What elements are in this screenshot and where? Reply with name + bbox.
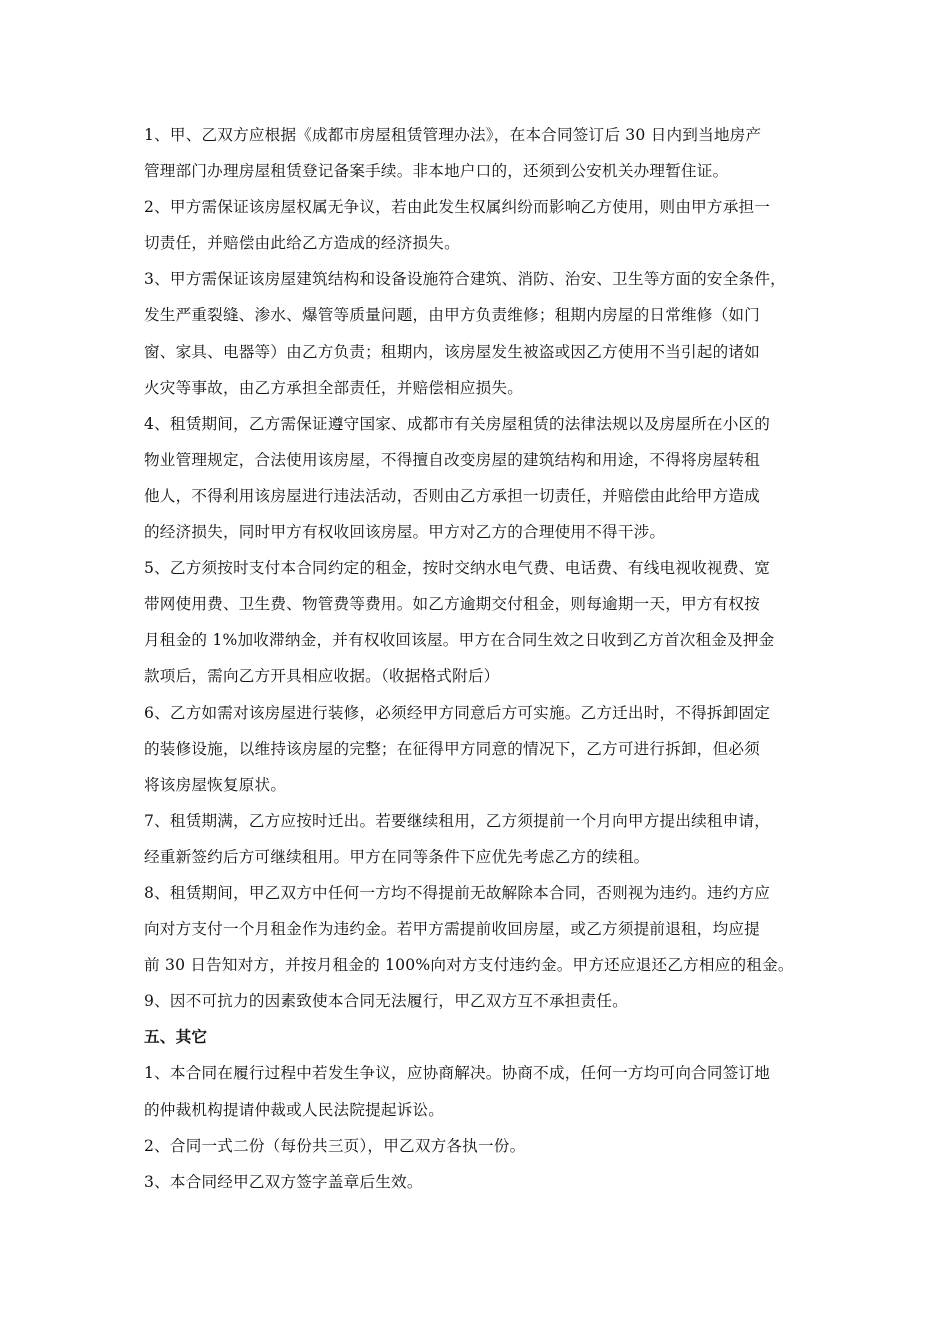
text-line: 6、乙方如需对该房屋进行装修，必须经甲方同意后方可实施。乙方迁出时，不得拆卸固定 — [144, 703, 771, 722]
text-line: 的装修设施，以维持该房屋的完整；在征得甲方同意的情况下，乙方可进行拆卸，但必须 — [144, 739, 760, 758]
text-line: 9、因不可抗力的因素致使本合同无法履行，甲乙双方互不承担责任。 — [144, 992, 628, 1011]
text-line: 管理部门办理房屋租赁登记备案手续。非本地户口的，还须到公安机关办理暂住证。 — [144, 162, 729, 181]
text-line: 将该房屋恢复原状。 — [144, 775, 287, 794]
text-line: 5、乙方须按时支付本合同约定的租金，按时交纳水电气费、电话费、有线电视收视费、宽 — [144, 559, 771, 578]
text-line: 前 30 日告知对方，并按月租金的 100%向对方支付违约金。甲方还应退还乙方相应的租金。 — [144, 956, 794, 975]
text-line: 款项后，需向乙方开具相应收据。（收据格式附后） — [144, 667, 500, 686]
text-line: 发生严重裂缝、渗水、爆管等质量问题，由甲方负责维修；租期内房屋的日常维修（如门 — [144, 306, 760, 325]
text-line: 3、甲方需保证该房屋建筑结构和设备设施符合建筑、消防、治安、卫生等方面的安全条件， — [144, 270, 786, 289]
text-line: 2、甲方需保证该房屋权属无争议，若由此发生权属纠纷而影响乙方使用，则由甲方承担一 — [144, 198, 771, 217]
text-line: 1、甲、乙双方应根据《成都市房屋租赁管理办法》，在本合同签订后 30 日内到当地房产 — [144, 126, 762, 144]
text-line: 2、合同一式二份（每份共三页），甲乙双方各执一份。 — [144, 1136, 526, 1155]
text-line: 月租金的 1%加收滞纳金，并有权收回该屋。甲方在合同生效之日收到乙方首次租金及押金 — [144, 631, 775, 650]
text-line: 3、本合同经甲乙双方签字盖章后生效。 — [144, 1172, 423, 1191]
text-line: 1、本合同在履行过程中若发生争议，应协商解决。协商不成，任何一方均可向合同签订地 — [144, 1064, 771, 1083]
text-line: 物业管理规定，合法使用该房屋，不得擅自改变房屋的建筑结构和用途，不得将房屋转租 — [144, 450, 760, 469]
text-line: 切责任，并赔偿由此给乙方造成的经济损失。 — [144, 234, 460, 253]
text-line: 窗、家具、电器等）由乙方负责；租期内，该房屋发生被盗或因乙方使用不当引起的诸如 — [144, 342, 760, 361]
text-line: 他人，不得利用该房屋进行违法活动，否则由乙方承担一切责任，并赔偿由此给甲方造成 — [144, 486, 760, 505]
section-heading: 五、其它 — [144, 1027, 208, 1047]
text-line: 经重新签约后方可继续租用。甲方在同等条件下应优先考虑乙方的续租。 — [144, 847, 650, 866]
text-line: 火灾等事故，由乙方承担全部责任，并赔偿相应损失。 — [144, 378, 524, 397]
text-line: 带网使用费、卫生费、物管费等费用。如乙方逾期交付租金，则每逾期一天，甲方有权按 — [144, 595, 760, 614]
text-line: 8、租赁期间，甲乙双方中任何一方均不得提前无故解除本合同，否则视为违约。违约方应 — [144, 883, 771, 902]
text-line: 的仲裁机构提请仲裁或人民法院提起诉讼。 — [144, 1100, 445, 1119]
document-body — [144, 117, 820, 1200]
text-line: 的经济损失，同时甲方有权收回该房屋。甲方对乙方的合理使用不得干涉。 — [144, 523, 666, 542]
text-line: 7、租赁期满，乙方应按时迁出。若要继续租用，乙方须提前一个月向甲方提出续租申请， — [144, 811, 771, 830]
text-line: 4、租赁期间，乙方需保证遵守国家、成都市有关房屋租赁的法律法规以及房屋所在小区的 — [144, 414, 771, 433]
text-line: 向对方支付一个月租金作为违约金。若甲方需提前收回房屋，或乙方须提前退租，均应提 — [144, 920, 760, 939]
